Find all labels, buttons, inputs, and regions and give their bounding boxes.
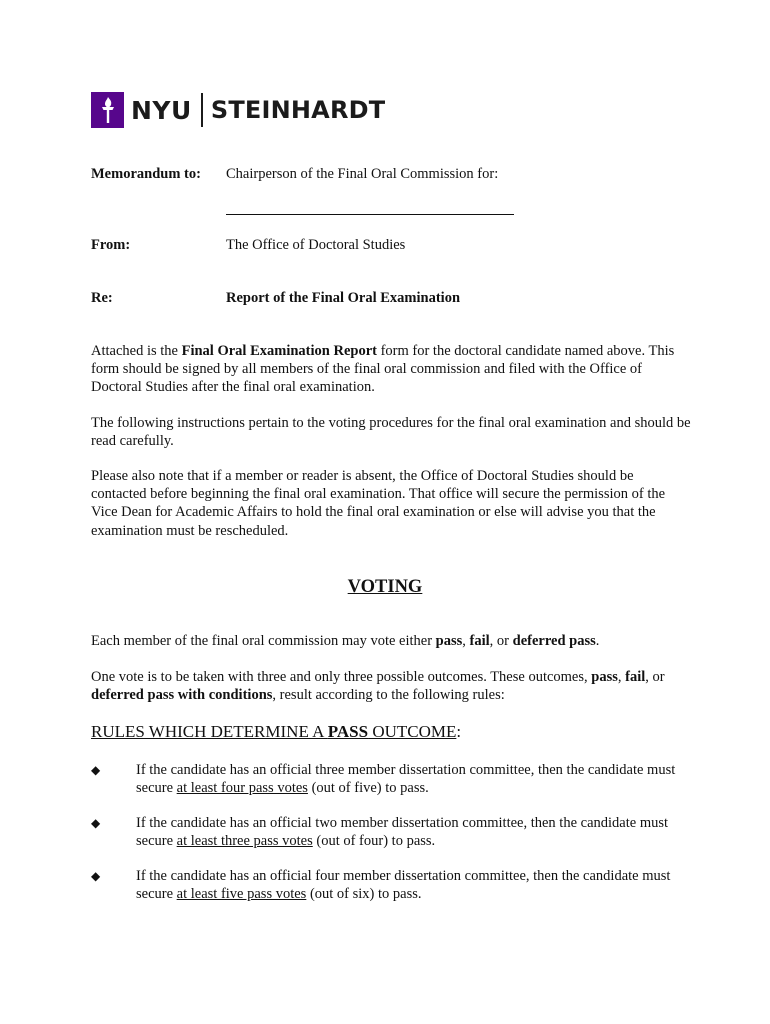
diamond-bullet-icon: ◆ xyxy=(91,763,101,777)
memo-to-value: Chairperson of the Final Oral Commission for: xyxy=(226,166,499,182)
diamond-bullet-icon: ◆ xyxy=(91,869,101,883)
diamond-bullet-icon: ◆ xyxy=(91,816,101,830)
logo-school-text: STEINHARDT xyxy=(210,96,386,124)
memo-from-value: The Office of Doctoral Studies xyxy=(226,237,406,253)
pass-rule-item xyxy=(91,814,691,854)
vote-outcomes-paragraph: One vote is to be taken with three and only three possible outcomes. These outcomes, pass, fail, or deferred pass with conditions, result according to the following rules: xyxy=(91,669,665,704)
absent-member-paragraph: Please also note that if a member or reader is absent, the Office of Doctoral Studies should be contacted before beginning the final oral examination. That office will secure the permission of the Vice Dean for Academic Affairs to hold the final oral examination or else will advise you that the examination must be rescheduled. xyxy=(91,468,666,539)
vote-options-paragraph: Each member of the final oral commission may vote either pass, fail, or deferred pass. xyxy=(91,633,600,649)
logo-divider xyxy=(201,93,203,127)
logo-nyu-text: NYU xyxy=(131,95,192,125)
memo-to-label: Memorandum to: xyxy=(91,166,201,182)
pass-rule-item xyxy=(91,867,691,907)
commission-name-blank-line xyxy=(226,214,514,215)
instructions-paragraph: The following instructions pertain to the voting procedures for the final oral examination and should be read carefully. xyxy=(91,415,691,450)
pass-rules-heading: RULES WHICH DETERMINE A PASS OUTCOME: xyxy=(91,722,462,741)
pass-rule-text: If the candidate has an official four member dissertation committee, then the candidate must secure at least five pass votes (out of six) to pass. xyxy=(136,868,671,903)
pass-rule-text: If the candidate has an official two member dissertation committee, then the candidate must secure at least three pass votes (out of four) to pass. xyxy=(136,815,669,850)
attached-paragraph: Attached is the Final Oral Examination Report form for the doctoral candidate named above. This form should be signed by all members of the final oral commission and filed with the Office of Doctoral Studies after the final oral examination. xyxy=(91,343,675,396)
memo-re-value: Report of the Final Oral Examination xyxy=(226,290,461,306)
memo-from-label: From: xyxy=(91,237,131,253)
nyu-steinhardt-logo xyxy=(91,92,385,128)
nyu-torch-icon xyxy=(91,92,124,128)
pass-rule-text: If the candidate has an official three member dissertation committee, then the candidate must secure at least four pass votes (out of five) to pass. xyxy=(136,762,676,797)
memo-re-label: Re: xyxy=(91,290,113,306)
pass-rule-item xyxy=(91,761,691,801)
voting-heading: VOTING xyxy=(347,577,423,597)
